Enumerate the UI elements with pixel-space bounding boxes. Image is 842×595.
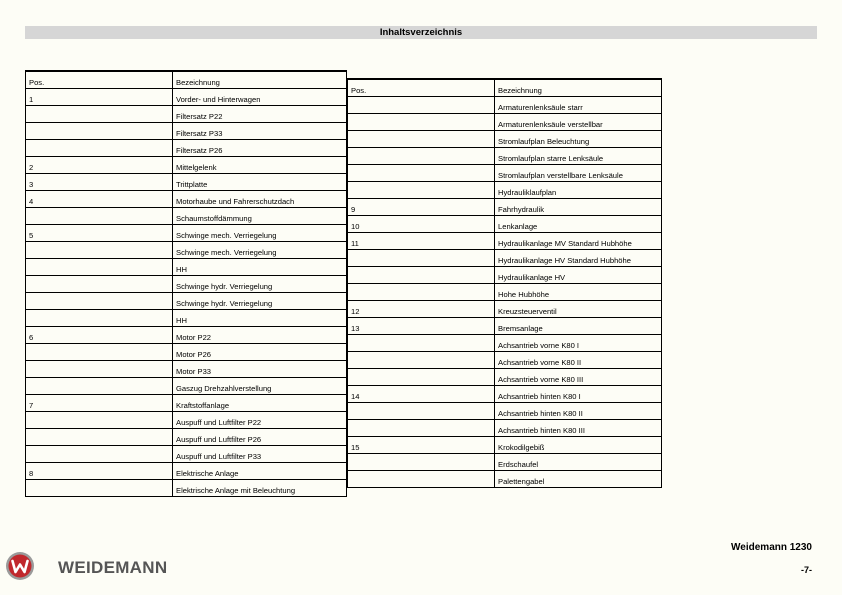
- row-bezeichnung: Filtersatz P26: [173, 140, 347, 157]
- row-bezeichnung: Motor P26: [173, 344, 347, 361]
- table-row: [348, 471, 662, 488]
- row-bezeichnung: Hohe Hubhöhe: [495, 284, 662, 301]
- table-row: [26, 174, 347, 191]
- row-pos: [26, 429, 173, 446]
- table-row: [26, 208, 347, 225]
- row-pos: [26, 123, 173, 140]
- table-row: [26, 412, 347, 429]
- toc-left-body: [26, 71, 347, 497]
- table-row: [26, 327, 347, 344]
- row-bezeichnung: Motor P22: [173, 327, 347, 344]
- toc-right-body: [348, 79, 662, 488]
- row-bezeichnung: Auspuff und Luftfilter P22: [173, 412, 347, 429]
- row-bezeichnung: Schaumstoffdämmung: [173, 208, 347, 225]
- row-bezeichnung: Schwinge hydr. Verriegelung: [173, 293, 347, 310]
- row-pos: [348, 250, 495, 267]
- table-row: [26, 157, 347, 174]
- table-row: [348, 182, 662, 199]
- row-bezeichnung: Armaturenlenksäule starr: [495, 97, 662, 114]
- row-pos: [26, 378, 173, 395]
- table-row: [26, 89, 347, 106]
- row-bezeichnung: Filtersatz P22: [173, 106, 347, 123]
- row-bezeichnung: Achsantrieb vorne K80 II: [495, 352, 662, 369]
- table-row: [26, 429, 347, 446]
- page-title: Inhaltsverzeichnis: [379, 27, 463, 38]
- row-pos: [348, 267, 495, 284]
- row-pos: 13: [348, 318, 495, 335]
- row-bezeichnung: Schwinge hydr. Verriegelung: [173, 276, 347, 293]
- row-bezeichnung: Gaszug Drehzahlverstellung: [173, 378, 347, 395]
- row-pos: 5: [26, 225, 173, 242]
- row-bezeichnung: Auspuff und Luftfilter P33: [173, 446, 347, 463]
- row-bezeichnung: Elektrische Anlage mit Beleuchtung: [173, 480, 347, 497]
- row-pos: [26, 412, 173, 429]
- column-header-pos: Pos.: [348, 79, 495, 97]
- row-pos: [26, 361, 173, 378]
- page-number: -7-: [801, 565, 812, 575]
- row-pos: [348, 131, 495, 148]
- row-pos: [348, 454, 495, 471]
- row-pos: [26, 310, 173, 327]
- brand-name: WEIDEMANN: [58, 558, 168, 577]
- table-row: [26, 123, 347, 140]
- row-pos: 6: [26, 327, 173, 344]
- table-row: [26, 310, 347, 327]
- row-bezeichnung: Fahrhydraulik: [495, 199, 662, 216]
- row-pos: [26, 276, 173, 293]
- row-bezeichnung: Achsantrieb vorne K80 I: [495, 335, 662, 352]
- row-pos: [348, 352, 495, 369]
- table-row: [348, 250, 662, 267]
- table-row: [348, 369, 662, 386]
- row-pos: [26, 259, 173, 276]
- row-bezeichnung: Achsantrieb vorne K80 III: [495, 369, 662, 386]
- row-pos: [26, 344, 173, 361]
- row-bezeichnung: Achsantrieb hinten K80 I: [495, 386, 662, 403]
- row-pos: 7: [26, 395, 173, 412]
- row-pos: 8: [26, 463, 173, 480]
- row-bezeichnung: HH: [173, 310, 347, 327]
- row-pos: 11: [348, 233, 495, 250]
- row-bezeichnung: Hydraulikanlage HV Standard Hubhöhe: [495, 250, 662, 267]
- row-pos: [348, 420, 495, 437]
- row-bezeichnung: Erdschaufel: [495, 454, 662, 471]
- table-row: [348, 216, 662, 233]
- row-pos: 15: [348, 437, 495, 454]
- row-bezeichnung: HH: [173, 259, 347, 276]
- row-bezeichnung: Armaturenlenksäule verstellbar: [495, 114, 662, 131]
- table-row: [348, 454, 662, 471]
- weidemann-w-logo-icon: [5, 551, 35, 581]
- row-pos: [26, 480, 173, 497]
- table-row: [26, 242, 347, 259]
- row-pos: [348, 97, 495, 114]
- table-row: [348, 335, 662, 352]
- column-header-pos: Pos.: [26, 71, 173, 89]
- table-row: [26, 395, 347, 412]
- row-pos: [26, 293, 173, 310]
- table-row: [26, 446, 347, 463]
- table-row: [26, 361, 347, 378]
- column-header-bezeichnung: Bezeichnung: [495, 79, 662, 97]
- row-bezeichnung: Vorder- und Hinterwagen: [173, 89, 347, 106]
- row-pos: [348, 471, 495, 488]
- table-row: [348, 131, 662, 148]
- row-pos: [348, 284, 495, 301]
- row-pos: 1: [26, 89, 173, 106]
- table-row: [348, 165, 662, 182]
- table-row: [348, 301, 662, 318]
- row-pos: [348, 114, 495, 131]
- row-pos: [348, 148, 495, 165]
- row-bezeichnung: Krokodilgebiß: [495, 437, 662, 454]
- row-bezeichnung: Bremsanlage: [495, 318, 662, 335]
- row-bezeichnung: Filtersatz P33: [173, 123, 347, 140]
- row-bezeichnung: Kreuzsteuerventil: [495, 301, 662, 318]
- table-row: [26, 480, 347, 497]
- row-bezeichnung: Kraftstoffanlage: [173, 395, 347, 412]
- table-row: [26, 225, 347, 242]
- row-bezeichnung: Motorhaube und Fahrerschutzdach: [173, 191, 347, 208]
- table-row: [348, 437, 662, 454]
- row-bezeichnung: Lenkanlage: [495, 216, 662, 233]
- table-row: [348, 352, 662, 369]
- column-header-bezeichnung: Bezeichnung: [173, 71, 347, 89]
- row-pos: [26, 140, 173, 157]
- table-row: [26, 140, 347, 157]
- row-bezeichnung: Motor P33: [173, 361, 347, 378]
- row-pos: [348, 335, 495, 352]
- row-pos: [26, 446, 173, 463]
- toc-table-right: [347, 78, 662, 488]
- row-bezeichnung: Hydraulikanlage MV Standard Hubhöhe: [495, 233, 662, 250]
- table-row: [26, 463, 347, 480]
- row-pos: 3: [26, 174, 173, 191]
- row-bezeichnung: Achsantrieb hinten K80 II: [495, 403, 662, 420]
- table-row: [348, 97, 662, 114]
- table-row: [348, 199, 662, 216]
- row-bezeichnung: Elektrische Anlage: [173, 463, 347, 480]
- row-bezeichnung: Achsantrieb hinten K80 III: [495, 420, 662, 437]
- table-header-row: [26, 71, 347, 89]
- row-bezeichnung: Hydraulikanlage HV: [495, 267, 662, 284]
- row-pos: 4: [26, 191, 173, 208]
- table-row: [348, 403, 662, 420]
- row-bezeichnung: Auspuff und Luftfilter P26: [173, 429, 347, 446]
- table-row: [26, 344, 347, 361]
- model-name: Weidemann 1230: [731, 542, 812, 553]
- page-title-bar: [25, 26, 817, 39]
- table-header-row: [348, 79, 662, 97]
- row-pos: [348, 182, 495, 199]
- row-bezeichnung: Mittelgelenk: [173, 157, 347, 174]
- row-pos: [348, 165, 495, 182]
- table-row: [26, 276, 347, 293]
- row-pos: 9: [348, 199, 495, 216]
- row-bezeichnung: Schwinge mech. Verriegelung: [173, 242, 347, 259]
- table-row: [26, 259, 347, 276]
- table-row: [26, 378, 347, 395]
- table-row: [348, 114, 662, 131]
- row-pos: [348, 369, 495, 386]
- table-row: [348, 420, 662, 437]
- row-bezeichnung: Trittplatte: [173, 174, 347, 191]
- row-pos: 10: [348, 216, 495, 233]
- table-row: [26, 106, 347, 123]
- table-row: [348, 318, 662, 335]
- row-pos: [26, 208, 173, 225]
- table-row: [26, 191, 347, 208]
- row-pos: [26, 106, 173, 123]
- row-bezeichnung: Palettengabel: [495, 471, 662, 488]
- table-row: [348, 284, 662, 301]
- row-pos: 2: [26, 157, 173, 174]
- row-bezeichnung: Schwinge mech. Verriegelung: [173, 225, 347, 242]
- row-bezeichnung: Hydrauliklaufplan: [495, 182, 662, 199]
- table-row: [348, 267, 662, 284]
- row-pos: [26, 242, 173, 259]
- row-pos: [348, 403, 495, 420]
- table-row: [348, 386, 662, 403]
- table-row: [348, 233, 662, 250]
- row-bezeichnung: Stromlaufplan starre Lenksäule: [495, 148, 662, 165]
- row-bezeichnung: Stromlaufplan Beleuchtung: [495, 131, 662, 148]
- row-bezeichnung: Stromlaufplan verstellbare Lenksäule: [495, 165, 662, 182]
- row-pos: 14: [348, 386, 495, 403]
- row-pos: 12: [348, 301, 495, 318]
- toc-table-left: [25, 70, 347, 497]
- table-row: [26, 293, 347, 310]
- table-row: [348, 148, 662, 165]
